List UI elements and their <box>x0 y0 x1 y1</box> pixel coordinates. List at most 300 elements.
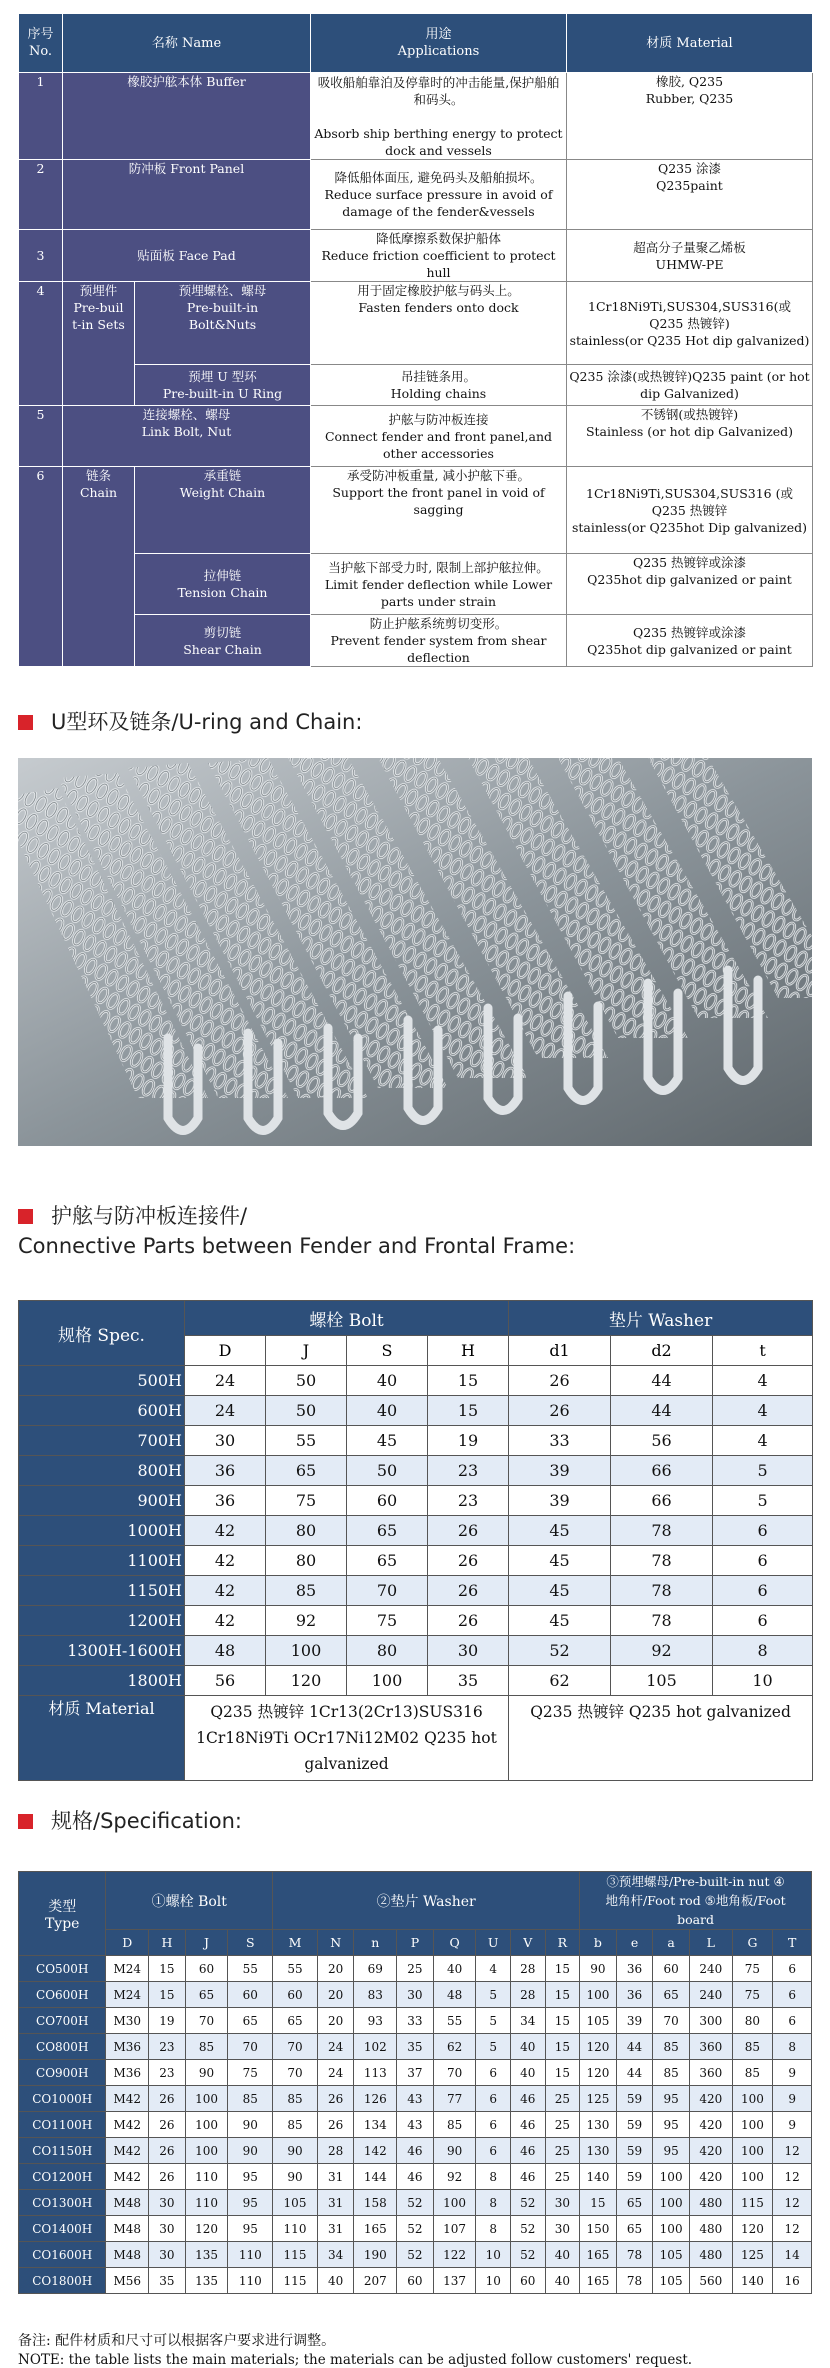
value-cell: 105 <box>653 2242 690 2268</box>
value-cell: 70 <box>273 2034 318 2060</box>
section-title-uring: U型环及链条/U-ring and Chain: <box>18 708 362 736</box>
table-row <box>19 2164 812 2190</box>
spec-header: 规格 Spec. <box>19 1301 185 1366</box>
spec-col-header: a <box>653 1930 690 1956</box>
value-cell: 59 <box>616 2164 653 2190</box>
value-cell: 480 <box>689 2242 732 2268</box>
value-cell: 100 <box>732 2138 773 2164</box>
value-cell: 134 <box>354 2112 397 2138</box>
value-cell: M36 <box>106 2060 149 2086</box>
table-row <box>19 1396 813 1426</box>
table-row: 4 预埋件 Pre-buil t-in Sets 预埋螺栓、螺母 Pre-built-in Bolt&Nuts 用于固定橡胶护舷与码头上。 Fasten fenders onto dock 1Cr18Ni9Ti,SUS304,SUS316(或 Q235 热镀锌) stainless(or Q235 Hot dip galvanized) <box>19 282 813 365</box>
value-cell: 45 <box>509 1606 611 1636</box>
value-cell: 26 <box>317 2112 354 2138</box>
value-cell: 105 <box>580 2008 617 2034</box>
value-cell: 50 <box>266 1396 347 1426</box>
spec-col-header: T <box>773 1930 812 1956</box>
value-cell: 25 <box>545 2112 580 2138</box>
spec-cell: 1000H <box>19 1516 185 1546</box>
value-cell: 26 <box>509 1366 611 1396</box>
note-cn: 备注: 配件材质和尺寸可以根据客户要求进行调整。 <box>18 2333 336 2349</box>
type-cell: CO1600H <box>19 2242 106 2268</box>
value-cell: 25 <box>545 2164 580 2190</box>
value-cell: 46 <box>510 2086 545 2112</box>
value-cell: 4 <box>713 1366 813 1396</box>
value-cell: 100 <box>433 2190 476 2216</box>
col-no: 序号 No. <box>19 14 63 73</box>
value-cell: 5 <box>476 2034 511 2060</box>
spec-col-header: U <box>476 1930 511 1956</box>
value-cell: 115 <box>273 2242 318 2268</box>
value-cell: 85 <box>185 2034 228 2060</box>
value-cell: 92 <box>611 1636 713 1666</box>
value-cell: 60 <box>228 1982 273 2008</box>
table-row: 剪切链 Shear Chain 防止护舷系统剪切变形。 Prevent fender system from shear deflection Q235 热镀锌或涂漆 Q235hot dip galvanized or paint <box>19 615 813 667</box>
value-cell: 8 <box>773 2034 812 2060</box>
value-cell: 31 <box>317 2190 354 2216</box>
value-cell: 150 <box>580 2216 617 2242</box>
value-cell: 23 <box>428 1456 509 1486</box>
value-cell: 46 <box>510 2164 545 2190</box>
value-cell: 110 <box>228 2242 273 2268</box>
value-cell: 40 <box>510 2034 545 2060</box>
value-cell: 25 <box>397 1956 434 1982</box>
value-cell: 15 <box>545 2034 580 2060</box>
chain-photo <box>18 758 812 1146</box>
value-cell: 65 <box>347 1546 428 1576</box>
value-cell: 39 <box>509 1456 611 1486</box>
value-cell: 10 <box>476 2242 511 2268</box>
table-row: 6 链条 Chain 承重链 Weight Chain 承受防冲板重量, 减小护舷下垂。 Support the front panel in void of sagging 1Cr18Ni9Ti,SUS304,SUS316 (或 Q235 热镀锌 stainless(or Q235hot Dip galvanized) <box>19 467 813 554</box>
value-cell: 65 <box>347 1516 428 1546</box>
type-cell: CO1800H <box>19 2268 106 2294</box>
value-cell: 70 <box>347 1576 428 1606</box>
value-cell: 100 <box>732 2086 773 2112</box>
value-cell: 6 <box>713 1576 813 1606</box>
value-cell: 115 <box>732 2190 773 2216</box>
table-row <box>19 2060 812 2086</box>
value-cell: 40 <box>433 1956 476 1982</box>
value-cell: 60 <box>510 2268 545 2294</box>
washer-header: 垫片 Washer <box>509 1301 813 1336</box>
value-cell: 15 <box>149 1982 186 2008</box>
value-cell: 15 <box>545 1982 580 2008</box>
value-cell: 40 <box>347 1396 428 1426</box>
spec-col-header: M <box>273 1930 318 1956</box>
value-cell: 5 <box>476 2008 511 2034</box>
type-cell: CO1000H <box>19 2086 106 2112</box>
spec-col-header: S <box>228 1930 273 1956</box>
spec-col-header: Q <box>433 1930 476 1956</box>
value-cell: 85 <box>653 2034 690 2060</box>
value-cell: 20 <box>317 1956 354 1982</box>
spec-col-header: H <box>149 1930 186 1956</box>
value-cell: 78 <box>611 1606 713 1636</box>
spec-col-header: b <box>580 1930 617 1956</box>
value-cell: 35 <box>428 1666 509 1696</box>
value-cell: 16 <box>773 2268 812 2294</box>
bolt-section <box>18 1300 812 1781</box>
value-cell: 59 <box>616 2086 653 2112</box>
value-cell: 105 <box>611 1666 713 1696</box>
value-cell: 42 <box>185 1606 266 1636</box>
table-row: 预埋 U 型环 Pre-built-in U Ring 吊挂链条用。 Holding chains Q235 涂漆(或热镀锌)Q235 paint (or hot dip Galvanized) <box>19 365 813 406</box>
value-cell: 59 <box>616 2112 653 2138</box>
value-cell: 360 <box>689 2060 732 2086</box>
value-cell: 4 <box>476 1956 511 1982</box>
value-cell: 92 <box>266 1606 347 1636</box>
value-cell: 60 <box>273 1982 318 2008</box>
table-row <box>19 1982 812 2008</box>
value-cell: 420 <box>689 2138 732 2164</box>
value-cell: 6 <box>773 2008 812 2034</box>
value-cell: 83 <box>354 1982 397 2008</box>
value-cell: 26 <box>428 1576 509 1606</box>
value-cell: 59 <box>616 2138 653 2164</box>
value-cell: 95 <box>653 2138 690 2164</box>
value-cell: 78 <box>611 1576 713 1606</box>
value-cell: 93 <box>354 2008 397 2034</box>
value-cell: 75 <box>732 1982 773 2008</box>
value-cell: 40 <box>317 2268 354 2294</box>
value-cell: 80 <box>732 2008 773 2034</box>
value-cell: 52 <box>397 2242 434 2268</box>
value-cell: 46 <box>510 2138 545 2164</box>
bolt-col-header: d2 <box>611 1336 713 1366</box>
spec-cell: 1150H <box>19 1576 185 1606</box>
spec-cell: 600H <box>19 1396 185 1426</box>
value-cell: 70 <box>228 2034 273 2060</box>
value-cell: 37 <box>397 2060 434 2086</box>
table-row <box>19 2008 812 2034</box>
value-cell: 6 <box>773 1956 812 1982</box>
value-cell: 95 <box>653 2112 690 2138</box>
spec-col-header: P <box>397 1930 434 1956</box>
washer-material: Q235 热镀锌 Q235 hot galvanized <box>509 1696 813 1781</box>
value-cell: 66 <box>611 1456 713 1486</box>
value-cell: 55 <box>266 1426 347 1456</box>
value-cell: 52 <box>397 2190 434 2216</box>
value-cell: 140 <box>580 2164 617 2190</box>
spec-section <box>18 1871 812 2294</box>
value-cell: 85 <box>266 1576 347 1606</box>
value-cell: 95 <box>228 2190 273 2216</box>
red-square-icon <box>18 1209 33 1224</box>
value-cell: 45 <box>509 1516 611 1546</box>
table-row <box>19 2112 812 2138</box>
bolt-washer-table <box>18 1300 813 1781</box>
value-cell: 100 <box>266 1636 347 1666</box>
value-cell: 142 <box>354 2138 397 2164</box>
value-cell: 33 <box>509 1426 611 1456</box>
value-cell: M24 <box>106 1956 149 1982</box>
value-cell: 207 <box>354 2268 397 2294</box>
table-row <box>19 1486 813 1516</box>
nut-rod-board-header: ③预埋螺母/Pre-built-in nut ④ 地角杆/Foot rod ⑤地角板/Foot board <box>580 1872 812 1930</box>
value-cell: 240 <box>689 1956 732 1982</box>
value-cell: 36 <box>616 1982 653 2008</box>
value-cell: 135 <box>185 2242 228 2268</box>
value-cell: 26 <box>428 1606 509 1636</box>
table-row <box>19 2242 812 2268</box>
table-row <box>19 1456 813 1486</box>
table-row <box>19 2216 812 2242</box>
value-cell: 25 <box>545 2138 580 2164</box>
value-cell: 6 <box>713 1546 813 1576</box>
value-cell: 65 <box>616 2216 653 2242</box>
value-cell: 30 <box>149 2190 186 2216</box>
value-cell: 69 <box>354 1956 397 1982</box>
specification-table <box>18 1871 812 2294</box>
value-cell: 24 <box>317 2060 354 2086</box>
value-cell: 120 <box>580 2060 617 2086</box>
value-cell: 44 <box>611 1366 713 1396</box>
value-cell: 110 <box>273 2216 318 2242</box>
value-cell: 55 <box>228 1956 273 1982</box>
value-cell: 52 <box>509 1636 611 1666</box>
value-cell: 100 <box>185 2086 228 2112</box>
value-cell: 42 <box>185 1576 266 1606</box>
value-cell: 30 <box>185 1426 266 1456</box>
value-cell: 190 <box>354 2242 397 2268</box>
bolt-col-header: S <box>347 1336 428 1366</box>
value-cell: 70 <box>273 2060 318 2086</box>
value-cell: 33 <box>397 2008 434 2034</box>
value-cell: 560 <box>689 2268 732 2294</box>
table-row: 1 橡胶护舷本体 Buffer 吸收船舶靠泊及停靠时的冲击能量,保护船舶和码头。 Absorb ship berthing energy to protect dock and vessels 橡胶, Q235 Rubber, Q235 <box>19 73 813 160</box>
value-cell: 60 <box>653 1956 690 1982</box>
value-cell: 78 <box>616 2268 653 2294</box>
value-cell: 100 <box>732 2112 773 2138</box>
value-cell: 5 <box>476 1982 511 2008</box>
value-cell: M48 <box>106 2190 149 2216</box>
value-cell: 28 <box>510 1982 545 2008</box>
value-cell: 66 <box>611 1486 713 1516</box>
red-square-icon <box>18 715 33 730</box>
materials-table <box>18 13 813 667</box>
value-cell: 6 <box>773 1982 812 2008</box>
spec-col-header: V <box>510 1930 545 1956</box>
value-cell: 6 <box>476 2060 511 2086</box>
value-cell: 165 <box>580 2268 617 2294</box>
value-cell: 24 <box>185 1396 266 1426</box>
col-app: 用途 Applications <box>311 14 567 73</box>
table-row <box>19 2268 812 2294</box>
value-cell: 48 <box>433 1982 476 2008</box>
value-cell: 25 <box>545 2086 580 2112</box>
value-cell: 100 <box>653 2190 690 2216</box>
value-cell: 15 <box>428 1366 509 1396</box>
value-cell: 90 <box>273 2164 318 2190</box>
value-cell: 6 <box>713 1516 813 1546</box>
value-cell: 70 <box>185 2008 228 2034</box>
value-cell: 122 <box>433 2242 476 2268</box>
value-cell: 12 <box>773 2216 812 2242</box>
spec-col-header: e <box>616 1930 653 1956</box>
value-cell: 8 <box>476 2190 511 2216</box>
value-cell: 9 <box>773 2060 812 2086</box>
value-cell: 125 <box>580 2086 617 2112</box>
value-cell: 36 <box>185 1456 266 1486</box>
value-cell: 12 <box>773 2164 812 2190</box>
value-cell: 125 <box>732 2242 773 2268</box>
spec-col-header: R <box>545 1930 580 1956</box>
value-cell: 115 <box>273 2268 318 2294</box>
value-cell: 6 <box>476 2138 511 2164</box>
value-cell: 15 <box>428 1396 509 1426</box>
value-cell: 10 <box>476 2268 511 2294</box>
value-cell: M24 <box>106 1982 149 2008</box>
value-cell: M56 <box>106 2268 149 2294</box>
type-cell: CO600H <box>19 1982 106 2008</box>
value-cell: 75 <box>266 1486 347 1516</box>
value-cell: 120 <box>185 2216 228 2242</box>
value-cell: 113 <box>354 2060 397 2086</box>
value-cell: 8 <box>476 2164 511 2190</box>
type-cell: CO800H <box>19 2034 106 2060</box>
col-name: 名称 Name <box>63 14 311 73</box>
value-cell: 70 <box>433 2060 476 2086</box>
value-cell: 24 <box>317 2034 354 2060</box>
value-cell: M30 <box>106 2008 149 2034</box>
value-cell: 110 <box>185 2190 228 2216</box>
value-cell: 90 <box>185 2060 228 2086</box>
type-header: 类型 Type <box>19 1872 106 1956</box>
spec-washer-header: ②垫片 Washer <box>273 1872 580 1930</box>
value-cell: M42 <box>106 2138 149 2164</box>
value-cell: 65 <box>616 2190 653 2216</box>
value-cell: 30 <box>545 2190 580 2216</box>
value-cell: 26 <box>317 2086 354 2112</box>
table-row <box>19 1606 813 1636</box>
section-title-connective: 护舷与防冲板连接件/ Connective Parts between Fender and Frontal Frame: <box>18 1204 576 1258</box>
value-cell: 80 <box>266 1546 347 1576</box>
value-cell: 120 <box>732 2216 773 2242</box>
value-cell: 78 <box>611 1516 713 1546</box>
value-cell: 65 <box>273 2008 318 2034</box>
value-cell: 36 <box>185 1486 266 1516</box>
value-cell: 15 <box>580 2190 617 2216</box>
value-cell: 14 <box>773 2242 812 2268</box>
value-cell: 9 <box>773 2112 812 2138</box>
value-cell: 20 <box>317 1982 354 2008</box>
value-cell: 10 <box>713 1666 813 1696</box>
table-row: 5 连接螺栓、螺母 Link Bolt, Nut 护舷与防冲板连接 Connect fender and front panel,and other accessories 不锈钢(或热镀锌) Stainless (or hot dip Galvanized) <box>19 406 813 467</box>
value-cell: 30 <box>545 2216 580 2242</box>
value-cell: 130 <box>580 2138 617 2164</box>
value-cell: 165 <box>580 2242 617 2268</box>
value-cell: 56 <box>611 1426 713 1456</box>
value-cell: 158 <box>354 2190 397 2216</box>
value-cell: 105 <box>273 2190 318 2216</box>
spec-col-header: L <box>689 1930 732 1956</box>
spec-cell: 500H <box>19 1366 185 1396</box>
table-row <box>19 1366 813 1396</box>
table-row <box>19 1956 812 1982</box>
value-cell: 50 <box>266 1366 347 1396</box>
bolt-col-header: J <box>266 1336 347 1366</box>
value-cell: 90 <box>228 2112 273 2138</box>
value-cell: 19 <box>149 2008 186 2034</box>
value-cell: 100 <box>653 2164 690 2190</box>
value-cell: 52 <box>397 2216 434 2242</box>
value-cell: 40 <box>510 2060 545 2086</box>
spec-cell: 800H <box>19 1456 185 1486</box>
spec-col-header: D <box>106 1930 149 1956</box>
value-cell: 40 <box>545 2242 580 2268</box>
value-cell: 30 <box>428 1636 509 1666</box>
value-cell: 85 <box>732 2060 773 2086</box>
value-cell: 60 <box>397 2268 434 2294</box>
value-cell: 420 <box>689 2164 732 2190</box>
value-cell: 85 <box>273 2086 318 2112</box>
value-cell: 65 <box>228 2008 273 2034</box>
value-cell: 95 <box>653 2086 690 2112</box>
value-cell: 480 <box>689 2190 732 2216</box>
spec-cell: 1300H-1600H <box>19 1636 185 1666</box>
value-cell: 120 <box>580 2034 617 2060</box>
value-cell: 100 <box>732 2164 773 2190</box>
value-cell: 360 <box>689 2034 732 2060</box>
value-cell: 46 <box>397 2138 434 2164</box>
spec-col-header: N <box>317 1930 354 1956</box>
value-cell: 15 <box>545 2008 580 2034</box>
value-cell: 15 <box>545 2060 580 2086</box>
table-row: 拉伸链 Tension Chain 当护舷下部受力时, 限制上部护舷拉伸。 Limit fender deflection while Lower parts under strain Q235 热镀锌或涂漆 Q235hot dip galvanized or paint <box>19 554 813 615</box>
table-row <box>19 2086 812 2112</box>
value-cell: 26 <box>149 2164 186 2190</box>
section-title-spec: 规格/Specification: <box>18 1807 242 1835</box>
value-cell: 5 <box>713 1456 813 1486</box>
value-cell: 90 <box>433 2138 476 2164</box>
value-cell: 6 <box>476 2112 511 2138</box>
materials-section <box>18 0 812 667</box>
value-cell: M42 <box>106 2086 149 2112</box>
value-cell: 55 <box>273 1956 318 1982</box>
value-cell: 4 <box>713 1426 813 1456</box>
type-cell: CO900H <box>19 2060 106 2086</box>
value-cell: 20 <box>317 2008 354 2034</box>
spec-cell: 1800H <box>19 1666 185 1696</box>
value-cell: 35 <box>397 2034 434 2060</box>
material-label: 材质 Material <box>19 1696 185 1781</box>
value-cell: 43 <box>397 2112 434 2138</box>
spec-col-header: J <box>185 1930 228 1956</box>
value-cell: 45 <box>509 1546 611 1576</box>
value-cell: 26 <box>149 2138 186 2164</box>
col-material: 材质 Material <box>567 14 813 73</box>
value-cell: 23 <box>149 2060 186 2086</box>
value-cell: 62 <box>433 2034 476 2060</box>
value-cell: 5 <box>713 1486 813 1516</box>
value-cell: 31 <box>317 2216 354 2242</box>
value-cell: 92 <box>433 2164 476 2190</box>
value-cell: 48 <box>185 1636 266 1666</box>
value-cell: 100 <box>185 2138 228 2164</box>
value-cell: 45 <box>347 1426 428 1456</box>
value-cell: 78 <box>616 2242 653 2268</box>
value-cell: 45 <box>509 1576 611 1606</box>
value-cell: 110 <box>185 2164 228 2190</box>
value-cell: 39 <box>616 2008 653 2034</box>
bolt-col-header: D <box>185 1336 266 1366</box>
value-cell: 102 <box>354 2034 397 2060</box>
spec-bolt-header: ①螺栓 Bolt <box>106 1872 273 1930</box>
value-cell: 130 <box>580 2112 617 2138</box>
value-cell: 34 <box>317 2242 354 2268</box>
value-cell: 44 <box>616 2034 653 2060</box>
value-cell: 85 <box>433 2112 476 2138</box>
